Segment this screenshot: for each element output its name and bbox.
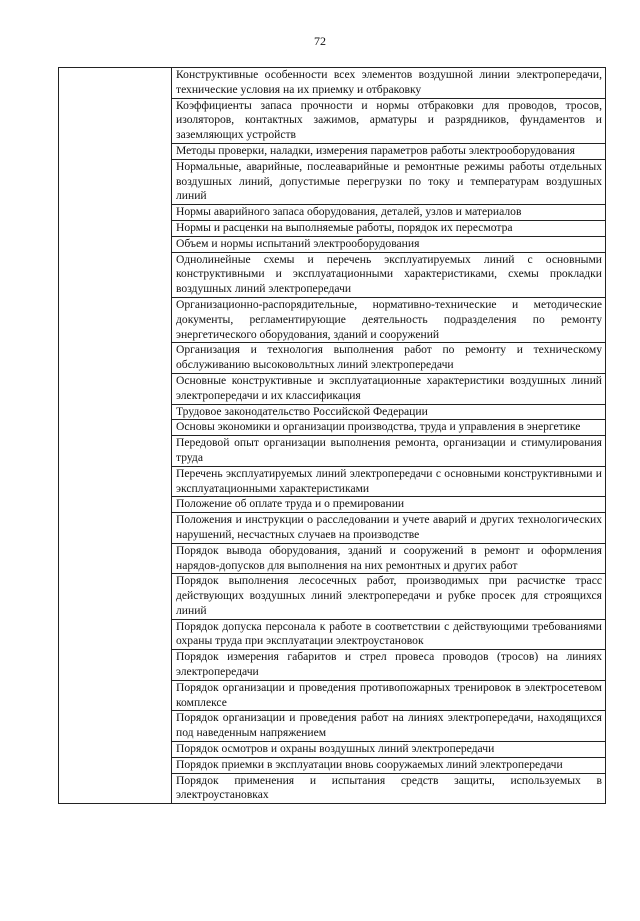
- requirement-text: Нормальные, аварийные, послеаварийные и ремонтные режимы работы отдельных воздушных линий, допустимые перегрузки по току и температурам воздушных линий: [176, 159, 602, 203]
- requirement-cell: [172, 205, 606, 221]
- requirement-text: Нормы и расценки на выполняемые работы, порядок их пересмотра: [176, 220, 513, 234]
- requirement-cell: [172, 220, 606, 236]
- requirement-cell: [172, 420, 606, 436]
- requirement-cell: [172, 513, 606, 544]
- requirement-text: Порядок организации и проведения работ на линиях электропередачи, находящихся под наведенным напряжением: [176, 711, 602, 740]
- requirement-cell: [172, 236, 606, 252]
- requirement-cell: [172, 711, 606, 742]
- requirement-text: Порядок выполнения лесосечных работ, производимых при расчистке трасс действующих воздушных линий электропередачи и рубке просек для строящихся линий: [176, 574, 602, 617]
- requirement-cell: [172, 619, 606, 650]
- requirement-cell: [172, 436, 606, 467]
- requirement-text: Трудовое законодательство Российской Федерации: [176, 404, 428, 418]
- requirement-text: Объем и нормы испытаний электрооборудования: [176, 236, 420, 250]
- requirement-text: Порядок организации и проведения противопожарных тренировок в электросетевом комплексе: [176, 680, 602, 709]
- requirement-text: Нормы аварийного запаса оборудования, деталей, узлов и материалов: [176, 205, 522, 219]
- requirement-text: Положение об оплате труда и о премировании: [176, 497, 405, 511]
- requirement-cell: [172, 373, 606, 404]
- requirements-table: [58, 67, 606, 804]
- empty-label-cell: [59, 68, 172, 804]
- requirement-cell: [172, 252, 606, 297]
- requirement-cell: [172, 773, 606, 804]
- requirement-text: Порядок вывода оборудования, зданий и сооружений в ремонт и оформления нарядов-допусков для выполнения на них ремонтных и других работ: [176, 543, 602, 572]
- requirement-cell: [172, 543, 606, 574]
- requirement-cell: [172, 98, 606, 143]
- requirement-cell: [172, 343, 606, 374]
- table-row: [59, 68, 606, 99]
- requirement-cell: [172, 466, 606, 497]
- requirement-text: Методы проверки, наладки, измерения параметров работы электрооборудования: [176, 143, 575, 157]
- requirement-text: Порядок допуска персонала к работе в соответствии с действующими требованиями охраны труда при эксплуатации электроустановок: [176, 619, 602, 648]
- table-body: [59, 68, 606, 804]
- requirement-cell: [172, 159, 606, 204]
- requirement-text: Порядок измерения габаритов и стрел провеса проводов (тросов) на линиях электропередачи: [176, 650, 602, 679]
- requirement-text: Основы экономики и организации производства, труда и управления в энергетике: [176, 420, 581, 434]
- requirement-text: Однолинейные схемы и перечень эксплуатируемых линий с основными конструктивными и эксплуатационными характеристиками, схемы прокладки воздушных линий электропередачи: [176, 252, 602, 296]
- requirement-text: Положения и инструкции о расследовании и учете аварий и других технологических нарушений, несчастных случаев на производстве: [176, 513, 602, 541]
- requirement-text: Передовой опыт организации выполнения ремонта, организации и стимулирования труда: [176, 436, 602, 464]
- requirement-cell: [172, 742, 606, 758]
- requirement-cell: [172, 497, 606, 513]
- requirement-cell: [172, 404, 606, 420]
- requirement-cell: [172, 297, 606, 342]
- requirement-cell: [172, 574, 606, 619]
- requirement-cell: [172, 143, 606, 159]
- page-number: 72: [314, 34, 326, 48]
- requirement-text: Порядок осмотров и охраны воздушных линий электропередачи: [176, 742, 495, 756]
- requirement-text: Порядок приемки в эксплуатации вновь сооружаемых линий электропередачи: [176, 757, 563, 771]
- requirement-text: Организация и технология выполнения работ по ремонту и техническому обслуживанию высоковольтных линий электропередачи: [176, 343, 602, 372]
- requirement-text: Основные конструктивные и эксплуатационные характеристики воздушных линий электропередачи и их классификация: [176, 373, 602, 402]
- requirement-text: Коэффициенты запаса прочности и нормы отбраковки для проводов, тросов, изоляторов, контактных зажимов, арматуры и разрядников, фундаментов и заземляющих устройств: [176, 98, 602, 142]
- requirement-text: Порядок применения и испытания средств защиты, используемых в электроустановках: [176, 773, 602, 802]
- requirement-text: Конструктивные особенности всех элементов воздушной линии электропередачи, технические условия на их приемку и отбраковку: [176, 68, 602, 96]
- requirement-cell: [172, 650, 606, 681]
- requirement-text: Организационно-распорядительные, нормативно-технические и методические документы, регламентирующие деятельность подразделения по ремонту энергетического оборудования, зданий и сооружений: [176, 297, 602, 341]
- requirement-cell: [172, 68, 606, 99]
- requirement-cell: [172, 680, 606, 711]
- requirement-text: Перечень эксплуатируемых линий электропередачи с основными конструктивными и эксплуатационными характеристиками: [176, 466, 602, 495]
- requirement-cell: [172, 757, 606, 773]
